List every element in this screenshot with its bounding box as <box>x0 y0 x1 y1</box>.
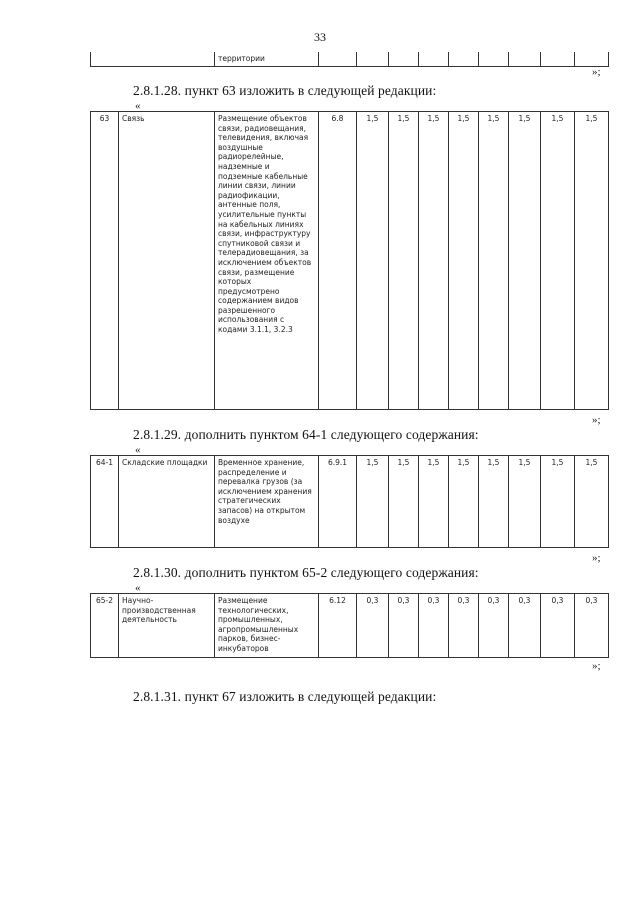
section-heading-2-8-1-31: 2.8.1.31. пункт 67 изложить в следующей редакции: <box>133 689 437 704</box>
row-value: 1,5 <box>419 456 449 548</box>
regulation-table-item-63 <box>90 111 609 410</box>
table-cell <box>319 52 357 66</box>
row-value: 0,3 <box>389 594 419 658</box>
open-quote: « <box>135 582 141 594</box>
row-number: 65-2 <box>91 594 119 658</box>
table-row <box>91 456 609 548</box>
row-value: 1,5 <box>389 112 419 410</box>
row-description: Временное хранение, распределение и перевалка грузов (за исключением хранения стратегических запасов) на открытом воздухе <box>215 456 319 548</box>
section-heading-2-8-1-29: 2.8.1.29. дополнить пунктом 64-1 следующего содержания: <box>133 427 479 442</box>
section-heading-2-8-1-30: 2.8.1.30. дополнить пунктом 65-2 следующего содержания: <box>133 565 479 580</box>
table-cell <box>419 52 449 66</box>
row-description: Размещение технологических, промышленных, агропромышленных парков, бизнес-инкубаторов <box>215 594 319 658</box>
table-cell: территории <box>215 52 319 66</box>
row-number: 64-1 <box>91 456 119 548</box>
page-number: 33 <box>314 30 326 44</box>
row-value: 1,5 <box>389 456 419 548</box>
row-value: 1,5 <box>509 112 541 410</box>
previous-table-fragment <box>90 52 609 67</box>
row-code: 6.8 <box>319 112 357 410</box>
close-quote: »; <box>592 66 601 78</box>
row-value: 0,3 <box>575 594 609 658</box>
row-value: 1,5 <box>541 112 575 410</box>
section-heading-2-8-1-28: 2.8.1.28. пункт 63 изложить в следующей редакции: <box>133 83 437 98</box>
row-value: 0,3 <box>541 594 575 658</box>
row-name: Связь <box>119 112 215 410</box>
open-quote: « <box>135 100 141 112</box>
row-value: 1,5 <box>357 112 389 410</box>
row-value: 1,5 <box>479 112 509 410</box>
row-value: 1,5 <box>479 456 509 548</box>
row-value: 1,5 <box>449 112 479 410</box>
regulation-table-item-64-1 <box>90 455 609 548</box>
close-quote: »; <box>592 552 601 564</box>
row-value: 1,5 <box>357 456 389 548</box>
row-code: 6.12 <box>319 594 357 658</box>
row-value: 0,3 <box>449 594 479 658</box>
row-value: 1,5 <box>449 456 479 548</box>
row-value: 0,3 <box>479 594 509 658</box>
row-value: 1,5 <box>509 456 541 548</box>
table-row <box>91 594 609 658</box>
table-cell <box>357 52 389 66</box>
regulation-table-item-65-2 <box>90 593 609 658</box>
row-value: 1,5 <box>419 112 449 410</box>
row-value: 1,5 <box>575 456 609 548</box>
row-code: 6.9.1 <box>319 456 357 548</box>
open-quote: « <box>135 444 141 456</box>
row-value: 0,3 <box>509 594 541 658</box>
row-value: 0,3 <box>419 594 449 658</box>
table-cell <box>389 52 419 66</box>
row-name: Научно-производственная деятельность <box>119 594 215 658</box>
row-value: 1,5 <box>575 112 609 410</box>
table-cell <box>575 52 609 66</box>
close-quote: »; <box>592 660 601 672</box>
table-cell <box>541 52 575 66</box>
table-cell <box>479 52 509 66</box>
table-row <box>91 112 609 410</box>
row-value: 1,5 <box>541 456 575 548</box>
table-cell <box>449 52 479 66</box>
row-name: Складские площадки <box>119 456 215 548</box>
table-cell <box>91 52 215 66</box>
close-quote: »; <box>592 414 601 426</box>
row-value: 0,3 <box>357 594 389 658</box>
row-description: Размещение объектов связи, радиовещания, телевидения, включая воздушные радиорелейные, надземные и подземные кабельные линии связи, линии радиофикации, антенные поля, усилительные пункты на кабельных линиях связи, инфраструктуру спутниковой связи и телерадиовещания, за исключением объектов связи, размещение которых предусмотрено содержанием видов разрешенного использования с кодами 3.1.1, 3.2.3 <box>215 112 319 410</box>
row-number: 63 <box>91 112 119 410</box>
table-cell <box>509 52 541 66</box>
